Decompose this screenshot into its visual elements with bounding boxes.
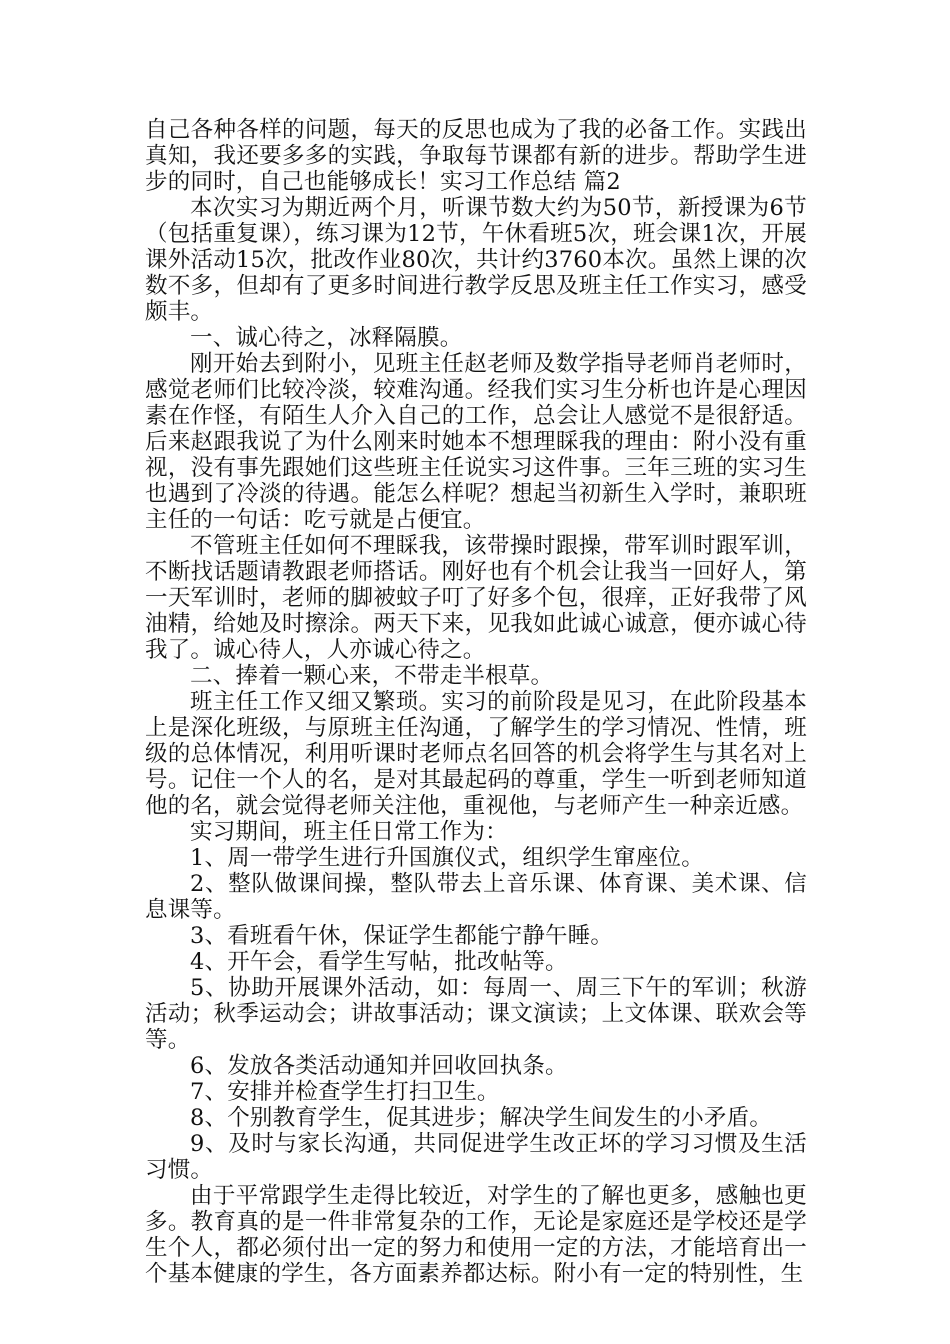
list-item-duty-1: 1、周一带学生进行升国旗仪式，组织学生窜座位。 <box>190 845 704 871</box>
paragraph-intro-continuation: 自己各种各样的问题，每天的反思也成为了我的必备工作。实践出真知，我还要多多的实践，争取每节课都有新的进步。帮助学生进步的同时，自己也能够成长！实习工作总结 篇2 <box>145 117 807 195</box>
paragraph-persistence: 不管班主任如何不理睬我，该带操时跟操，带军训时跟军训，不断找话题请教跟老师搭话。刚好也有个机会让我当一回好人，第一天军训时，老师的脚被蚊子叮了好多个包，很痒，正好我带了风油精，给她及时擦涂。两天下来，见我如此诚心诚意，便亦诚心待我了。诚心待人，人亦诚心待之。 <box>145 533 807 663</box>
paragraph-daily-duties-intro: 实习期间，班主任日常工作为： <box>190 819 508 845</box>
paragraph-class-teacher-work: 班主任工作又细又繁琐。实习的前阶段是见习，在此阶段基本上是深化班级，与原班主任沟通，了解学生的学习情况、性情，班级的总体情况，利用听课时老师点名回答的机会将学生与其名对上号。记住一个人的名，是对其最起码的尊重，学生一听到老师知道他的名，就会觉得老师关注他，重视他，与老师产生一种亲近感。 <box>145 689 807 819</box>
list-item-duty-8: 8、个别教育学生，促其进步；解决学生间发生的小矛盾。 <box>190 1105 773 1131</box>
list-item-duty-2: 2、整队做课间操，整队带去上音乐课、体育课、美术课、信息课等。 <box>145 871 807 923</box>
list-item-duty-6: 6、发放各类活动通知并回收回执条。 <box>190 1053 568 1079</box>
section-heading-dedication: 二、捧着一颗心来，不带走半根草。 <box>190 663 554 689</box>
list-item-duty-4: 4、开午会，看学生写帖，批改帖等。 <box>190 949 568 975</box>
paragraph-first-impression: 刚开始去到附小，见班主任赵老师及数学指导老师肖老师时，感觉老师们比较冷淡，较难沟通。经我们实习生分析也许是心理因素在作怪，有陌生人介入自己的工作，总会让人感觉不是很舒适。后来赵跟我说了为什么刚来时她本不想理睬我的理由：附小没有重视，没有事先跟她们这些班主任说实习这件事。三年三班的实习生也遇到了冷淡的待遇。能怎么样呢？想起当初新生入学时，兼职班主任的一句话：吃亏就是占便宜。 <box>145 351 807 533</box>
paragraph-reflection: 由于平常跟学生走得比较近，对学生的了解也更多，感触也更多。教育真的是一件非常复杂的工作，无论是家庭还是学校还是学生个人，都必须付出一定的努力和使用一定的方法，才能培育出一个基本健康的学生，各方面素养都达标。附小有一定的特别性，生 <box>145 1183 807 1287</box>
document-body <box>145 117 807 1287</box>
list-item-duty-5: 5、协助开展课外活动，如：每周一、周三下午的军训；秋游活动；秋季运动会；讲故事活动；课文演读；上文体课、联欢会等等。 <box>145 975 807 1053</box>
list-item-duty-9: 9、及时与家长沟通，共同促进学生改正坏的学习习惯及生活习惯。 <box>145 1131 807 1183</box>
section-heading-sincerity: 一、诚心待之，冰释隔膜。 <box>190 325 463 351</box>
list-item-duty-3: 3、看班看午休，保证学生都能宁静午睡。 <box>190 923 614 949</box>
paragraph-internship-overview: 本次实习为期近两个月，听课节数大约为50节，新授课为6节（包括重复课），练习课为12节，午休看班5次，班会课1次，开展课外活动15次，批改作业80次，共计约3760本次。虽然上课的次数不多，但却有了更多时间进行教学反思及班主任工作实习，感受颇丰。 <box>145 195 807 325</box>
list-item-duty-7: 7、安排并检查学生打扫卫生。 <box>190 1079 500 1105</box>
